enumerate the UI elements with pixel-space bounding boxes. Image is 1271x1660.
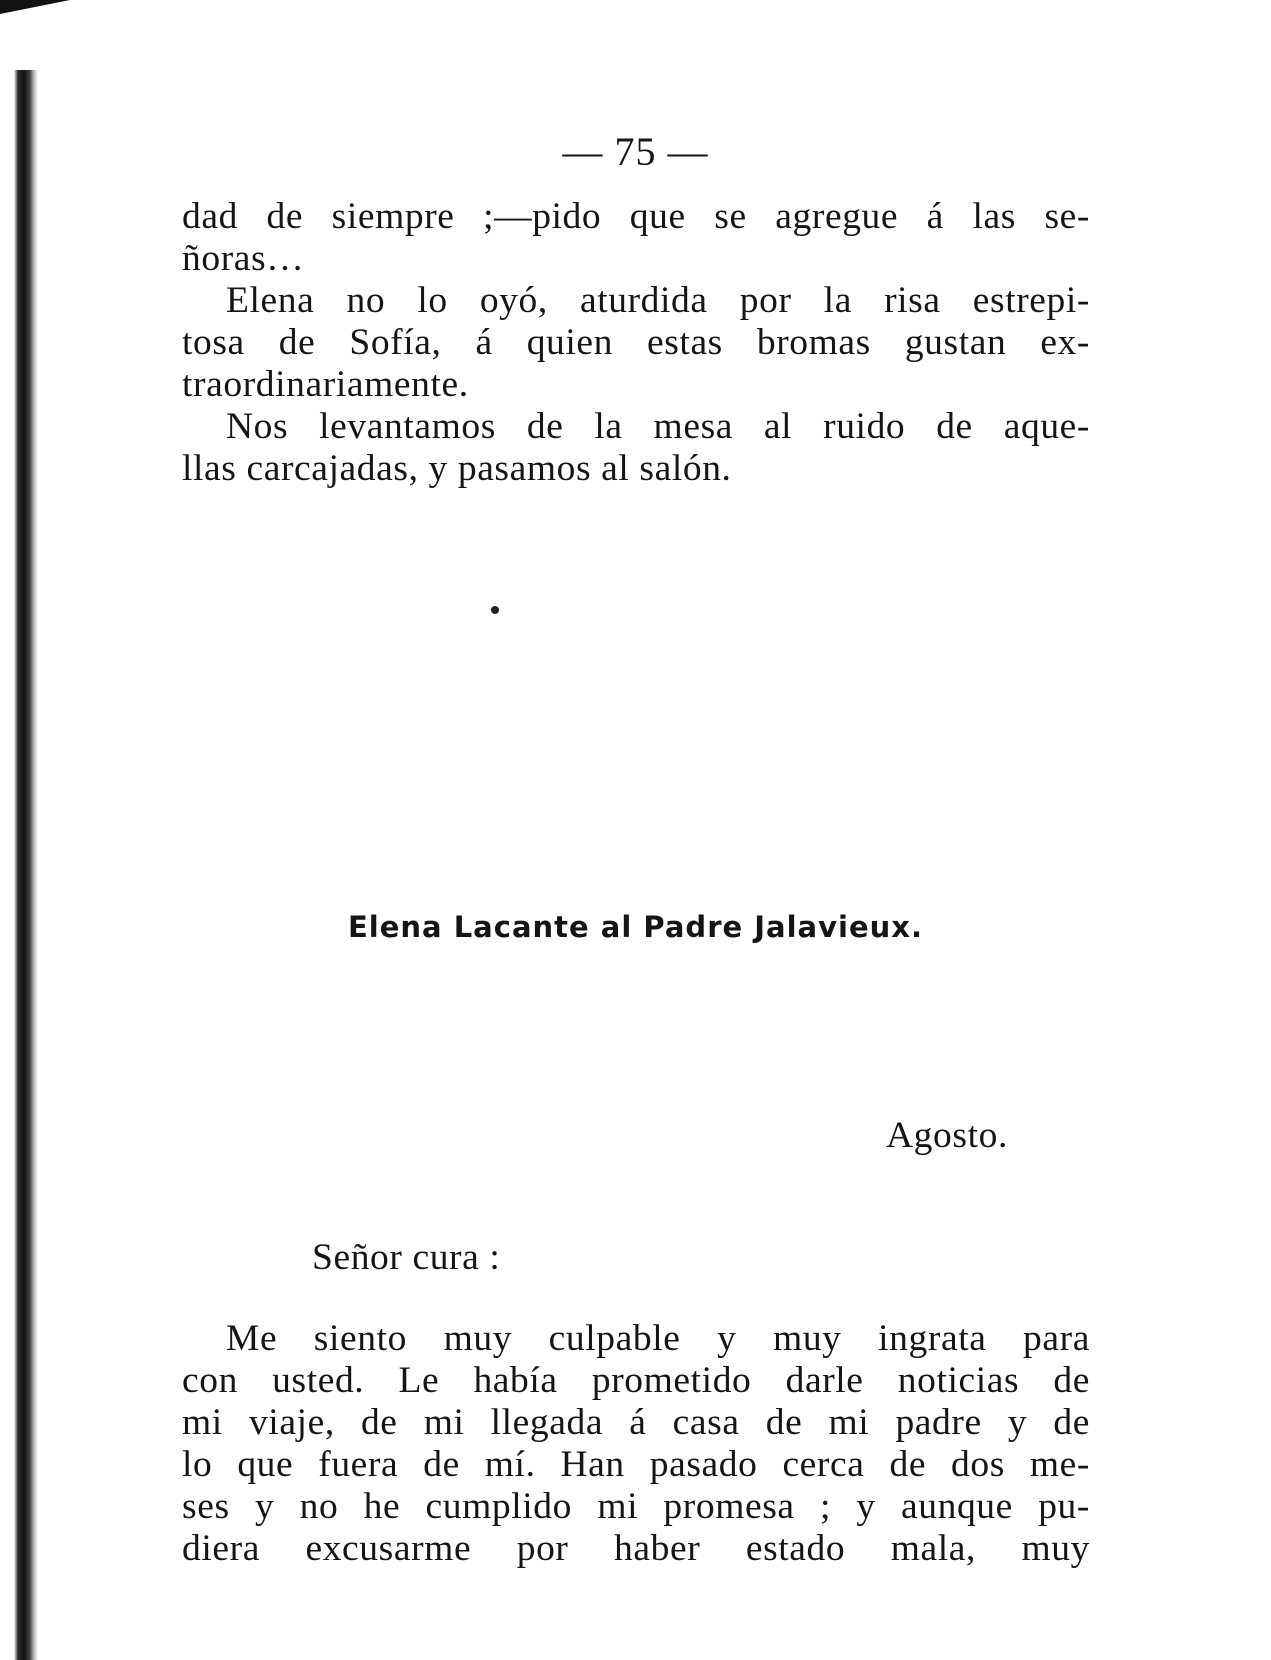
ink-speck (491, 606, 499, 614)
letter-date: Agosto. (886, 1115, 1008, 1156)
book-spine-shadow (0, 70, 38, 1660)
letter-body (182, 1318, 1090, 1570)
letter-heading: Elena Lacante al Padre Jalavieux. (347, 910, 924, 944)
text-line: diera excusarme por haber estado mala, muy (182, 1528, 1090, 1569)
page-number: — 75 — (562, 129, 709, 174)
text-line: dad de siempre ;—pido que se agregue á las se- (182, 196, 1090, 237)
text-line: con usted. Le había prometido darle noticias de (182, 1360, 1090, 1401)
letter-salutation: Señor cura : (312, 1237, 501, 1278)
page-corner-shadow (0, 0, 70, 14)
text-line: llas carcajadas, y pasamos al salón. (182, 448, 732, 489)
text-line: lo que fuera de mí. Han pasado cerca de dos me- (182, 1444, 1090, 1485)
top-paragraphs (182, 196, 1090, 490)
text-line: ses y no he cumplido mi promesa ; y aunque pu- (182, 1486, 1090, 1527)
text-line: ñoras… (182, 238, 305, 279)
text-line: traordinariamente. (182, 364, 469, 405)
text-line: Elena no lo oyó, aturdida por la risa estrepi- (226, 280, 1090, 321)
text-line: Me siento muy culpable y muy ingrata para (226, 1318, 1090, 1359)
text-line: mi viaje, de mi llegada á casa de mi padre y de (182, 1402, 1090, 1443)
text-line: tosa de Sofía, á quien estas bromas gustan ex- (182, 322, 1090, 363)
text-line: Nos levantamos de la mesa al ruido de aque- (226, 406, 1090, 447)
